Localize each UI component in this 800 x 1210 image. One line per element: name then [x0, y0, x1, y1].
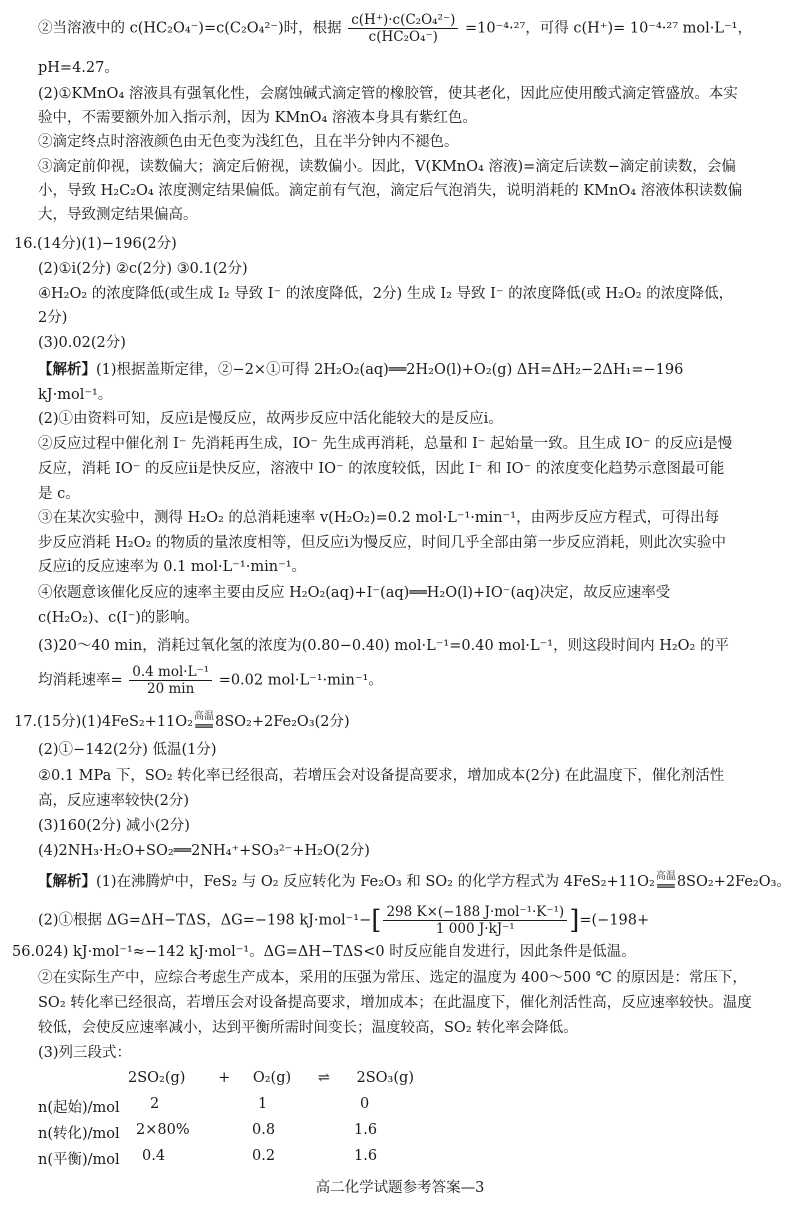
text-line: ③在某次实验中，测得 H₂O₂ 的总消耗速率 v(H₂O₂)=0.2 mol·L⁻¹·min⁻¹，由两步反应方程式，可得出每	[38, 510, 720, 526]
reaction-condition	[655, 871, 676, 895]
fraction-numerator: c(H⁺)·c(C₂O₄²⁻)	[348, 12, 458, 29]
table-cell: 1	[258, 1096, 268, 1112]
text-segment: =(−198+	[579, 912, 650, 929]
text-line: pH=4.27。	[38, 60, 119, 76]
text-line: ②0.1 MPa 下，SO₂ 转化率已经很高，若增压会对设备提高要求，增加成本(2分) 在此温度下，催化剂活性	[38, 768, 725, 784]
text-line: ④H₂O₂ 的浓度降低(或生成 I₂ 导致 I⁻ 的浓度降低，2分) 生成 I₂ 导致 I⁻ 的浓度降低(或 H₂O₂ 的浓度降低，	[38, 286, 734, 302]
arrow-icon: ══	[657, 879, 675, 895]
text-line: (2)①−142(2分) 低温(1分)	[38, 742, 217, 758]
text-line	[38, 12, 752, 45]
table-cell: 2SO₂(g)	[128, 1070, 186, 1086]
page-footer: 高二化学试题参考答案—3	[315, 1180, 485, 1196]
condition-label: 高温	[193, 711, 214, 722]
text-line: 56.024) kJ·mol⁻¹≈−142 kJ·mol⁻¹。ΔG=ΔH−TΔS<0 时反应能自发进行，因此条件是低温。	[12, 944, 636, 960]
text-line: (2)①由资料可知，反应ⅰ是慢反应，故两步反应中活化能较大的是反应ⅰ。	[38, 411, 503, 427]
fraction-denominator: 1 000 J·kJ⁻¹	[435, 921, 515, 937]
analysis-label: 【解析】	[38, 362, 96, 378]
text-line: (2)①KMnO₄ 溶液具有强氧化性，会腐蚀碱式滴定管的橡胶管，使其老化，因此应使用酸式滴定管盛放。本实	[38, 86, 738, 102]
bracket-right-icon: ]	[569, 905, 580, 936]
fraction	[348, 12, 458, 45]
text-line: (4)2NH₃·H₂O+SO₂══2NH₄⁺+SO₃²⁻+H₂O(2分)	[38, 843, 370, 859]
table-cell: ⇌	[317, 1070, 330, 1086]
text-line: 反应ⅰ的反应速率为 0.1 mol·L⁻¹·min⁻¹。	[38, 559, 307, 575]
text-line: (3)20～40 min，消耗过氧化氢的浓度为(0.80−0.40) mol·L⁻¹=0.40 mol·L⁻¹，则这段时间内 H₂O₂ 的平	[38, 638, 729, 654]
table-cell: 2	[150, 1096, 160, 1112]
text-segment: =10⁻⁴·²⁷，可得 c(H⁺)= 10⁻⁴·²⁷ mol·L⁻¹，	[464, 20, 752, 37]
text-line: c(H₂O₂)、c(I⁻)的影响。	[38, 610, 199, 626]
text-line: 验中，不需要额外加入指示剂，因为 KMnO₄ 溶液本身具有紫红色。	[38, 110, 477, 126]
text-line: 小，导致 H₂C₂O₄ 浓度测定结果偏低。滴定前有气泡，滴定后气泡消失，说明消耗的 KMnO₄ 溶液体积读数偏	[38, 183, 743, 199]
table-cell: n(起始)/mol	[38, 1100, 120, 1116]
text-line: 2分)	[38, 310, 68, 326]
fraction-numerator: 0.4 mol·L⁻¹	[129, 664, 212, 681]
analysis-line	[38, 360, 683, 380]
arrow-icon: ══	[195, 719, 213, 735]
text-line: SO₂ 转化率已经很高，若增压会对设备提高要求，增加成本；在此温度下，催化剂活性高，反应速率较快。温度	[38, 995, 752, 1011]
fraction-denominator: 20 min	[147, 681, 195, 697]
text-segment: =0.02 mol·L⁻¹·min⁻¹。	[218, 672, 383, 689]
table-cell: 2×80%	[136, 1122, 190, 1138]
text-segment: ②当溶液中的 c(HC₂O₄⁻)=c(C₂O₄²⁻)时，根据	[38, 20, 342, 37]
text-line	[38, 904, 649, 937]
text-segment: 8SO₂+2Fe₂O₃。	[676, 874, 791, 890]
table-cell: 1.6	[354, 1148, 378, 1164]
table-cell: O₂(g)	[252, 1070, 292, 1086]
question-16-header: 16.(14分)(1)−196(2分)	[14, 236, 177, 252]
text-segment: (1)在沸腾炉中，FeS₂ 与 O₂ 反应转化为 Fe₂O₃ 和 SO₂ 的化学方程式为 4FeS₂+11O₂	[96, 874, 655, 890]
reaction-condition	[193, 711, 214, 735]
bracket-left-icon: [	[371, 905, 382, 936]
text-line: ④依题意该催化反应的速率主要由反应 H₂O₂(aq)+I⁻(aq)══H₂O(l)+IO⁻(aq)决定，故反应速率受	[38, 585, 671, 601]
table-cell: +	[218, 1070, 231, 1086]
fraction	[129, 664, 212, 697]
text-line: 大，导致测定结果偏高。	[38, 207, 198, 223]
table-cell: 0.2	[252, 1148, 276, 1164]
analysis-line	[38, 871, 791, 895]
text-line: 高，反应速率较快(2分)	[38, 793, 190, 809]
table-cell: n(转化)/mol	[38, 1126, 120, 1142]
table-row	[38, 1122, 120, 1143]
text-segment: 17.(15分)(1)4FeS₂+11O₂	[14, 714, 193, 730]
text-line: 是 c。	[38, 486, 80, 502]
text-segment: (2)①根据 ΔG=ΔH−TΔS，ΔG=−198 kJ·mol⁻¹−	[38, 912, 372, 929]
text-line: 较低，会使反应速率减小，达到平衡所需时间变长；温度较高，SO₂ 转化率会降低。	[38, 1020, 578, 1036]
fraction	[383, 904, 567, 937]
fraction-numerator: 298 K×(−188 J·mol⁻¹·K⁻¹)	[383, 904, 567, 921]
text-line	[38, 664, 383, 697]
text-line: (3)列三段式：	[38, 1045, 132, 1061]
text-line: (3)160(2分) 减小(2分)	[38, 818, 190, 834]
question-17-header	[14, 711, 350, 735]
table-cell: 0	[360, 1096, 370, 1112]
text-segment: (1)根据盖斯定律，②−2×①可得 2H₂O₂(aq)══2H₂O(l)+O₂(g) ΔH=ΔH₂−2ΔH₁=−196	[96, 362, 684, 378]
text-line: 反应，消耗 IO⁻ 的反应ⅱ是快反应，溶液中 IO⁻ 的浓度较低，因此 I⁻ 和 IO⁻ 的浓度变化趋势示意图最可能	[38, 461, 725, 477]
fraction-denominator: c(HC₂O₄⁻)	[368, 29, 438, 45]
analysis-label: 【解析】	[38, 874, 96, 890]
table-cell: 2SO₃(g)	[356, 1070, 414, 1086]
text-line: ③滴定前仰视，读数偏大；滴定后俯视，读数偏小。因此，V(KMnO₄ 溶液)=滴定后读数−滴定前读数，会偏	[38, 159, 736, 175]
text-line: (3)0.02(2分)	[38, 335, 126, 351]
table-cell: 0.4	[142, 1148, 166, 1164]
table-cell: 0.8	[252, 1122, 276, 1138]
condition-label: 高温	[655, 871, 676, 882]
text-line: ②在实际生产中，应综合考虑生产成本，采用的压强为常压、选定的温度为 400～500 ℃ 的原因是：常压下，	[38, 970, 747, 986]
text-segment: 均消耗速率=	[38, 672, 123, 689]
text-line: ②反应过程中催化剂 I⁻ 先消耗再生成，IO⁻ 先生成再消耗，总量和 I⁻ 起始量一致。且生成 IO⁻ 的反应ⅰ是慢	[38, 436, 733, 452]
table-cell: n(平衡)/mol	[38, 1152, 120, 1168]
table-row	[38, 1096, 120, 1117]
table-header-row	[128, 1070, 414, 1086]
text-line: kJ·mol⁻¹。	[38, 387, 113, 403]
table-cell: 1.6	[354, 1122, 378, 1138]
table-row	[38, 1148, 120, 1169]
text-segment: 8SO₂+2Fe₂O₃(2分)	[214, 714, 350, 730]
text-line: (2)①ⅰ(2分) ②c(2分) ③0.1(2分)	[38, 261, 248, 277]
text-line: ②滴定终点时溶液颜色由无色变为浅红色，且在半分钟内不褪色。	[38, 134, 459, 150]
text-line: 步反应消耗 H₂O₂ 的物质的量浓度相等，但反应ⅰ为慢反应，时间几乎全部由第一步反应消耗，则此次实验中	[38, 535, 727, 551]
